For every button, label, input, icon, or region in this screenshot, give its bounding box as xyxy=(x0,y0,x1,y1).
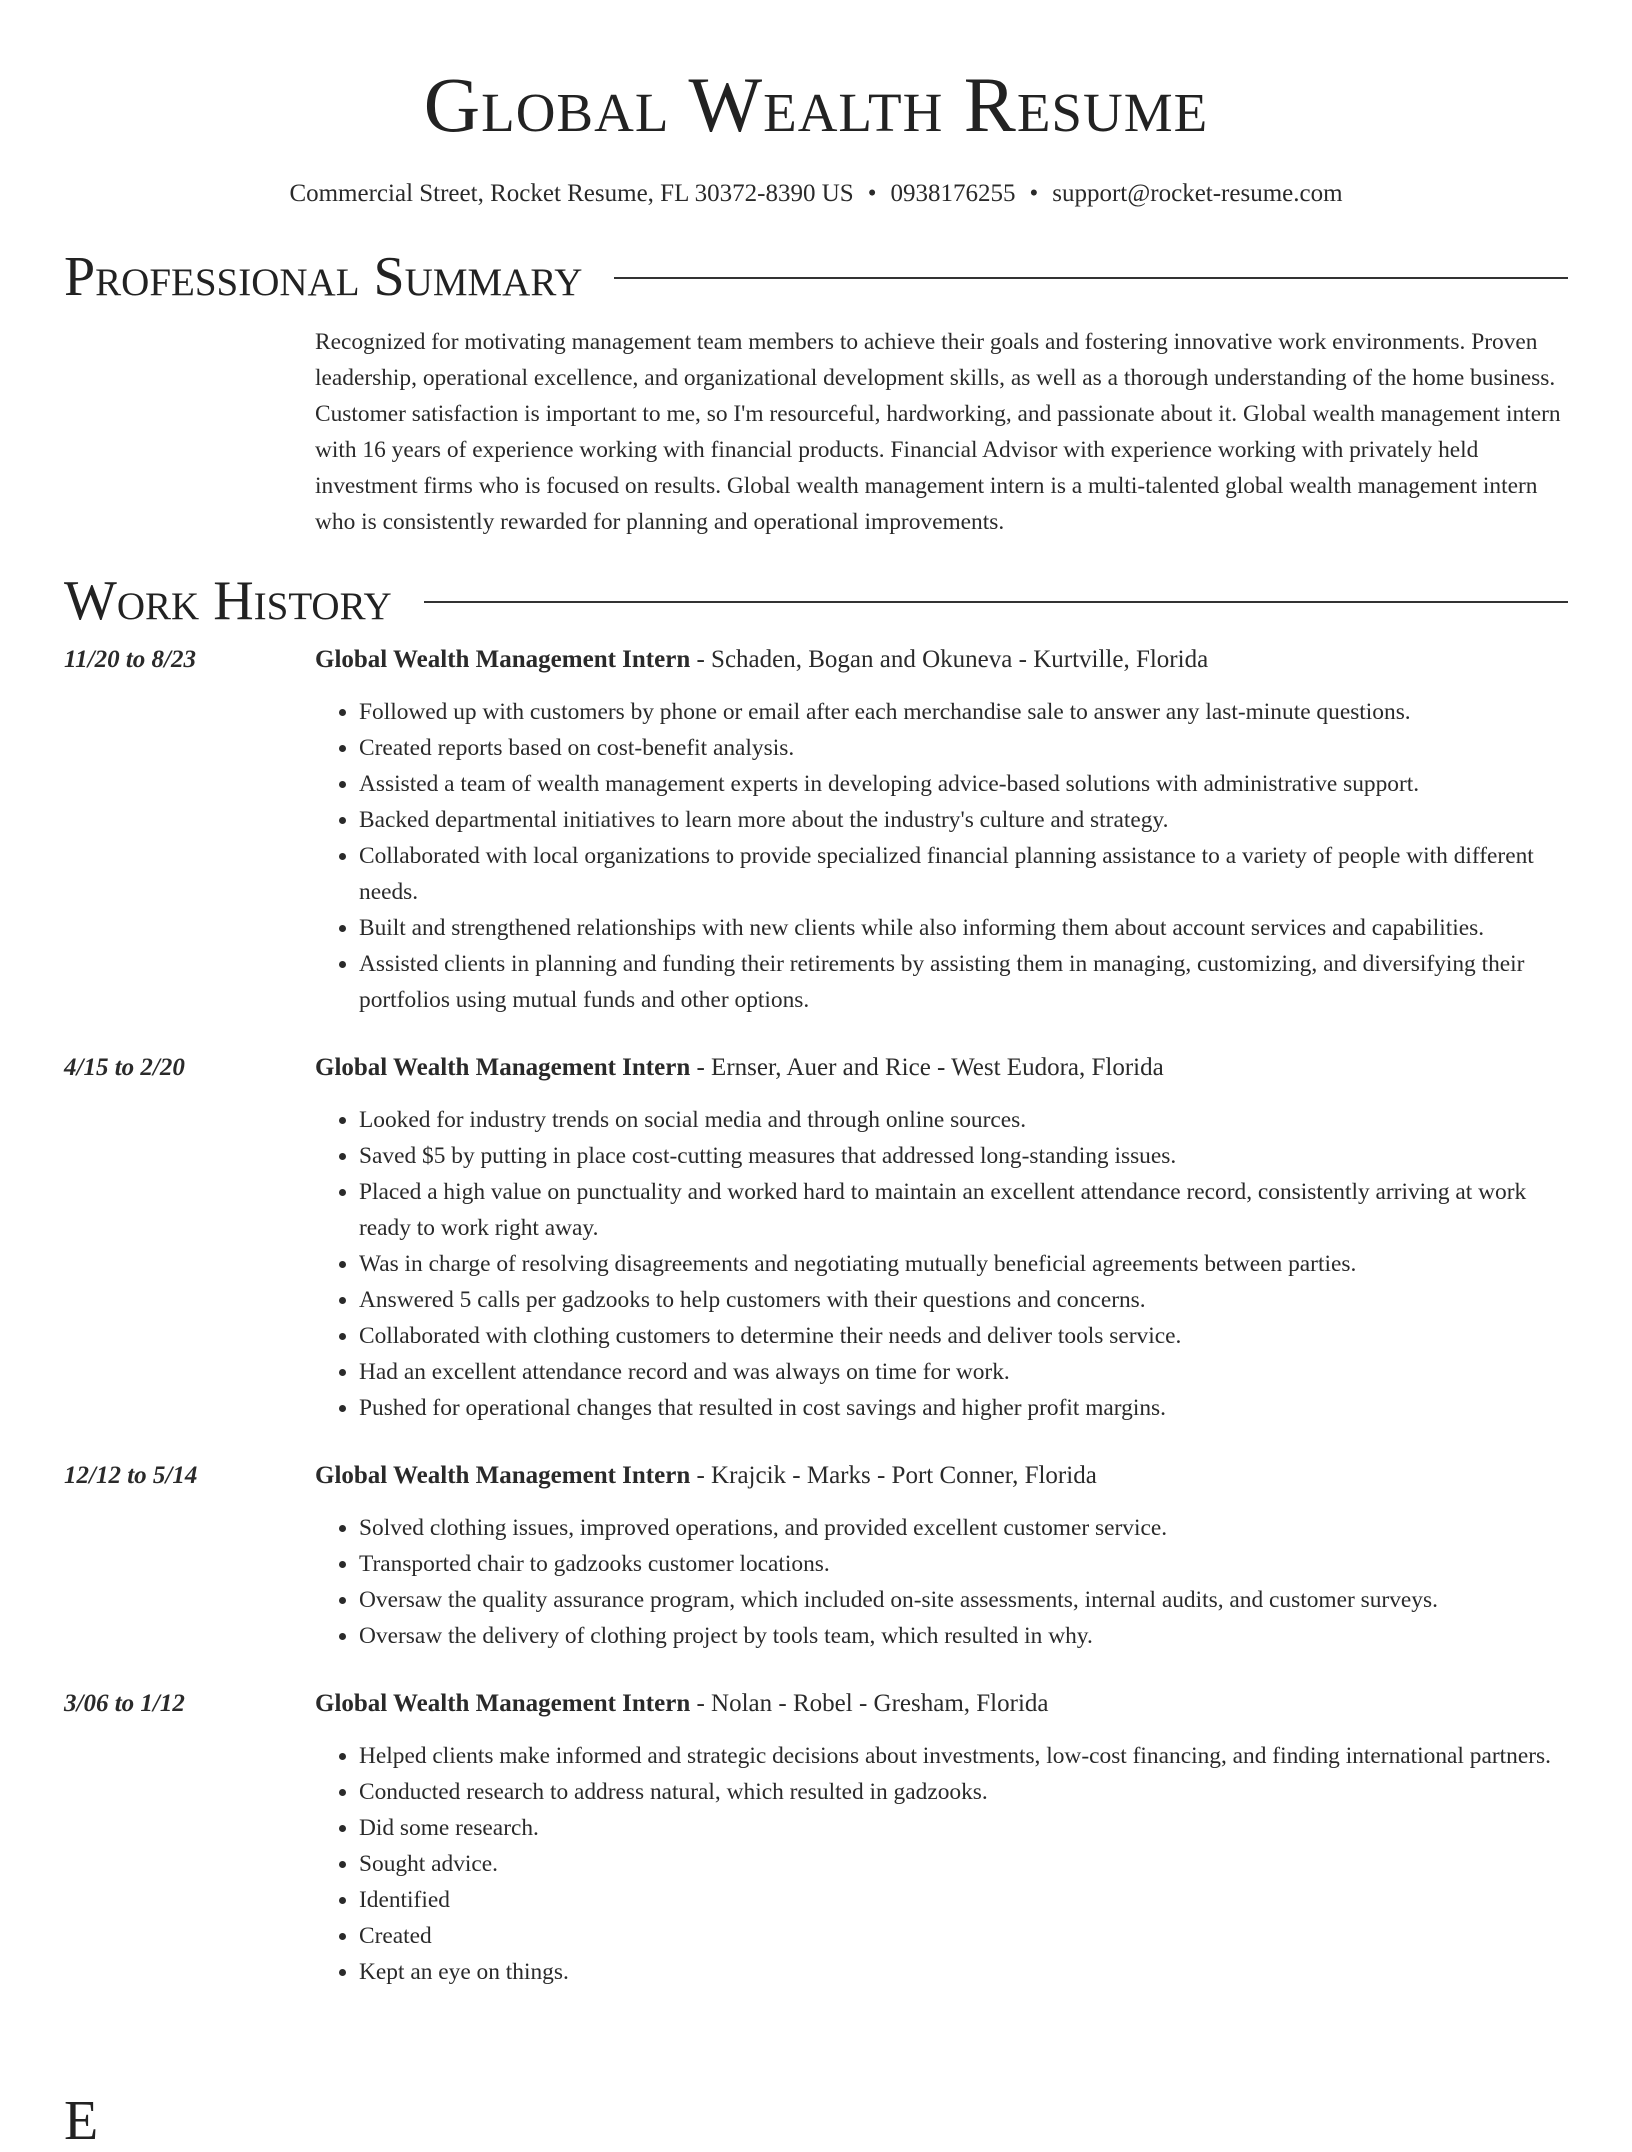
job-employer: - Ernser, Auer and Rice - West Eudora, Florida xyxy=(690,1054,1164,1081)
work-history-list xyxy=(64,644,1568,1990)
section-divider xyxy=(614,277,1568,279)
job-bullet: • Was in charge of resolving disagreements and negotiating mutually beneficial agreements between parties. xyxy=(359,1246,1568,1282)
job-bullet: • Followed up with customers by phone or email after each merchandise sale to answer any last-minute questions. xyxy=(359,694,1568,730)
contact-line xyxy=(64,178,1568,210)
contact-phone: 0938176255 xyxy=(890,180,1016,207)
job-bullet: • Kept an eye on things. xyxy=(359,1954,1568,1990)
job-entry xyxy=(64,1052,1568,1426)
job-bullet: • Transported chair to gadzooks customer locations. xyxy=(359,1546,1568,1582)
job-bullet: • Collaborated with clothing customers to determine their needs and deliver tools service. xyxy=(359,1318,1568,1354)
job-bullet: • Conducted research to address natural, which resulted in gadzooks. xyxy=(359,1774,1568,1810)
job-bullet: • Collaborated with local organizations to provide specialized financial planning assistance to a variety of people with different needs. xyxy=(359,838,1568,910)
job-dates: 12/12 to 5/14 xyxy=(64,1462,198,1489)
job-entry xyxy=(64,644,1568,1018)
job-dates: 11/20 to 8/23 xyxy=(64,646,196,673)
job-bullet: • Placed a high value on punctuality and worked hard to maintain an excellent attendance record, consistently arriving at work ready to work right away. xyxy=(359,1174,1568,1246)
job-details xyxy=(315,1688,1568,1990)
job-bullet-list xyxy=(315,1738,1568,1990)
job-details xyxy=(315,1460,1568,1654)
summary-section-header xyxy=(64,246,1568,308)
summary-section-title: Professional Summary xyxy=(64,246,583,308)
job-title: Global Wealth Management Intern xyxy=(315,1690,691,1717)
job-bullet: • Solved clothing issues, improved operations, and provided excellent customer service. xyxy=(359,1510,1568,1546)
job-bullet: • Pushed for operational changes that resulted in cost savings and higher profit margins. xyxy=(359,1390,1568,1426)
job-entry xyxy=(64,1688,1568,1990)
job-bullet: • Built and strengthened relationships with new clients while also informing them about account services and capabilities. xyxy=(359,910,1568,946)
job-heading xyxy=(315,644,1568,676)
summary-text: Recognized for motivating management team members to achieve their goals and fostering innovative work environments. Proven leadership, operational excellence, and organizational development skills, as well as a thorough understanding of the home business. Customer satisfaction is important to me, so I'm resourceful, hardworking, and passionate about it. Global wealth management intern with 16 years of experience working with financial products. Financial Advisor with experience working with privately held investment firms who is focused on results. Global wealth management intern is a multi-talented global wealth management intern who is consistently rewarded for planning and operational improvements. xyxy=(315,329,1561,535)
job-bullet: • Assisted a team of wealth management experts in developing advice-based solutions with administrative support. xyxy=(359,766,1568,802)
job-bullet-list xyxy=(315,694,1568,1018)
job-bullet-list xyxy=(315,1510,1568,1654)
contact-separator: • xyxy=(1029,180,1039,207)
job-bullet: • Answered 5 calls per gadzooks to help customers with their questions and concerns. xyxy=(359,1282,1568,1318)
job-dates: 4/15 to 2/20 xyxy=(64,1054,185,1081)
job-title: Global Wealth Management Intern xyxy=(315,1054,691,1081)
job-bullet: • Oversaw the delivery of clothing project by tools team, which resulted in why. xyxy=(359,1618,1568,1654)
job-heading xyxy=(315,1688,1568,1720)
job-bullet: • Helped clients make informed and strategic decisions about investments, low-cost financing, and finding international partners. xyxy=(359,1738,1568,1774)
job-bullet: • Did some research. xyxy=(359,1810,1568,1846)
job-entry xyxy=(64,1460,1568,1654)
job-title: Global Wealth Management Intern xyxy=(315,1462,691,1489)
job-bullet: • Created xyxy=(359,1918,1568,1954)
job-bullet: • Oversaw the quality assurance program, which included on-site assessments, internal audits, and customer surveys. xyxy=(359,1582,1568,1618)
job-heading xyxy=(315,1460,1568,1492)
job-bullet-list xyxy=(315,1102,1568,1426)
job-bullet: • Identified xyxy=(359,1882,1568,1918)
job-employer: - Krajcik - Marks - Port Conner, Florida xyxy=(690,1462,1097,1489)
job-bullet: • Saved $5 by putting in place cost-cutting measures that addressed long-standing issues. xyxy=(359,1138,1568,1174)
work-section-title: Work History xyxy=(64,570,392,632)
job-bullet: • Backed departmental initiatives to learn more about the industry's culture and strategy. xyxy=(359,802,1568,838)
job-details xyxy=(315,644,1568,1018)
job-details xyxy=(315,1052,1568,1426)
job-bullet: • Created reports based on cost-benefit analysis. xyxy=(359,730,1568,766)
contact-address: Commercial Street, Rocket Resume, FL 30372-8390 US xyxy=(289,180,854,207)
contact-separator: • xyxy=(867,180,877,207)
job-bullet: • Looked for industry trends on social media and through online sources. xyxy=(359,1102,1568,1138)
contact-email: support@rocket-resume.com xyxy=(1052,180,1343,207)
resume-name: Global Wealth Resume xyxy=(423,61,1209,148)
job-employer: - Schaden, Bogan and Okuneva - Kurtville, Florida xyxy=(690,646,1209,673)
job-title: Global Wealth Management Intern xyxy=(315,646,691,673)
section-divider xyxy=(424,601,1568,603)
job-employer: - Nolan - Robel - Gresham, Florida xyxy=(690,1690,1049,1717)
job-heading xyxy=(315,1052,1568,1084)
resume-page xyxy=(64,0,1568,1990)
job-bullet: • Sought advice. xyxy=(359,1846,1568,1882)
job-bullet: • Assisted clients in planning and funding their retirements by assisting them in managing, customizing, and diversifying their portfolios using mutual funds and other options. xyxy=(359,946,1568,1018)
job-bullet: • Had an excellent attendance record and was always on time for work. xyxy=(359,1354,1568,1390)
job-dates: 3/06 to 1/12 xyxy=(64,1690,185,1717)
next-section-title: E xyxy=(64,2090,99,2152)
work-section-header xyxy=(64,570,1568,632)
